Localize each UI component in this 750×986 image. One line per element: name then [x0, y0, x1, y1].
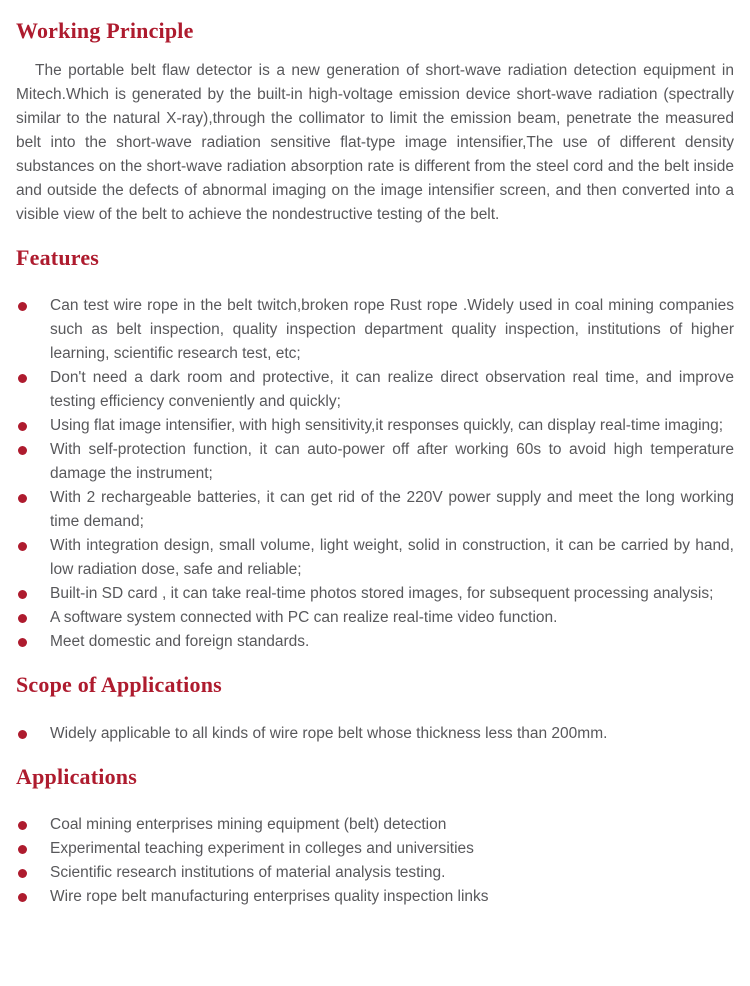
feature-item — [16, 414, 734, 438]
bullet-icon — [18, 446, 27, 455]
feature-item — [16, 486, 734, 534]
feature-item — [16, 534, 734, 582]
application-item — [16, 813, 734, 837]
scope-item-text: Widely applicable to all kinds of wire rope belt whose thickness less than 200mm. — [50, 724, 608, 742]
feature-item-text: With 2 rechargeable batteries, it can get rid of the 220V power supply and meet the long working time demand; — [50, 489, 734, 531]
feature-item-text: Don't need a dark room and protective, it can realize direct observation real time, and improve testing efficiency conveniently and quickly; — [50, 369, 734, 411]
feature-item-text: A software system connected with PC can realize real-time video function. — [50, 609, 558, 627]
bullet-icon — [18, 638, 27, 647]
features-list — [16, 294, 734, 654]
bullet-icon — [18, 590, 27, 599]
application-item-text: Scientific research institutions of material analysis testing. — [50, 863, 446, 881]
bullet-icon — [18, 845, 27, 854]
section-heading-applications: Applications — [16, 763, 137, 789]
bullet-icon — [18, 422, 27, 431]
feature-item-text: With self-protection function, it can auto-power off after working 60s to avoid high temperature damage the instrument; — [50, 441, 734, 483]
application-item — [16, 885, 734, 909]
feature-item — [16, 366, 734, 414]
section-heading-features: Features — [16, 245, 100, 271]
feature-item-text: Built-in SD card , it can take real-time photos stored images, for subsequent processing analysis; — [50, 585, 714, 603]
section-heading-scope-of-applications: Scope of Applications — [16, 672, 222, 698]
bullet-icon — [18, 730, 27, 739]
application-item-text: Wire rope belt manufacturing enterprises quality inspection links — [50, 887, 489, 905]
bullet-icon — [18, 869, 27, 878]
bullet-icon — [18, 374, 27, 383]
feature-item — [16, 294, 734, 366]
application-item — [16, 837, 734, 861]
bullet-icon — [18, 302, 27, 311]
section-heading-working-principle: Working Principle — [16, 18, 194, 43]
feature-item-text: With integration design, small volume, light weight, solid in construction, it can be carried by hand, low radiation dose, safe and reliable; — [50, 537, 734, 579]
feature-item — [16, 582, 734, 606]
bullet-icon — [18, 821, 27, 830]
applications-list — [16, 813, 734, 909]
application-item — [16, 861, 734, 885]
bullet-icon — [18, 893, 27, 902]
feature-item-text: Using flat image intensifier, with high sensitivity,it responses quickly, can display real-time imaging; — [50, 417, 724, 435]
bullet-icon — [18, 542, 27, 551]
application-item-text: Coal mining enterprises mining equipment (belt) detection — [50, 815, 447, 833]
feature-item-text: Meet domestic and foreign standards. — [50, 633, 310, 651]
application-item-text: Experimental teaching experiment in colleges and universities — [50, 839, 474, 857]
scope-list — [16, 722, 734, 746]
feature-item — [16, 606, 734, 630]
feature-item-text: Can test wire rope in the belt twitch,broken rope Rust rope .Widely used in coal mining companies such as belt inspection, quality inspection department quality inspection, institutions of higher learning, scientific research test, etc; — [50, 297, 734, 363]
working-principle-paragraph: The portable belt flaw detector is a new generation of short-wave radiation detection equipment in Mitech.Which is generated by the built-in high-voltage emission device short-wave radiation (spectrally similar to the natural X-ray),through the collimator to limit the emission beam, penetrate the measured belt into the short-wave radiation sensitive flat-type image intensifier,The use of different density substances on the short-wave radiation absorption rate is different from the steel cord and the belt inside and outside the defects of abnormal imaging on the image intensifier screen, and then converted into a visible view of the belt to achieve the nondestructive testing of the belt. — [16, 62, 734, 224]
feature-item — [16, 630, 734, 654]
bullet-icon — [18, 614, 27, 623]
feature-item — [16, 438, 734, 486]
bullet-icon — [18, 494, 27, 503]
scope-item — [16, 722, 734, 746]
